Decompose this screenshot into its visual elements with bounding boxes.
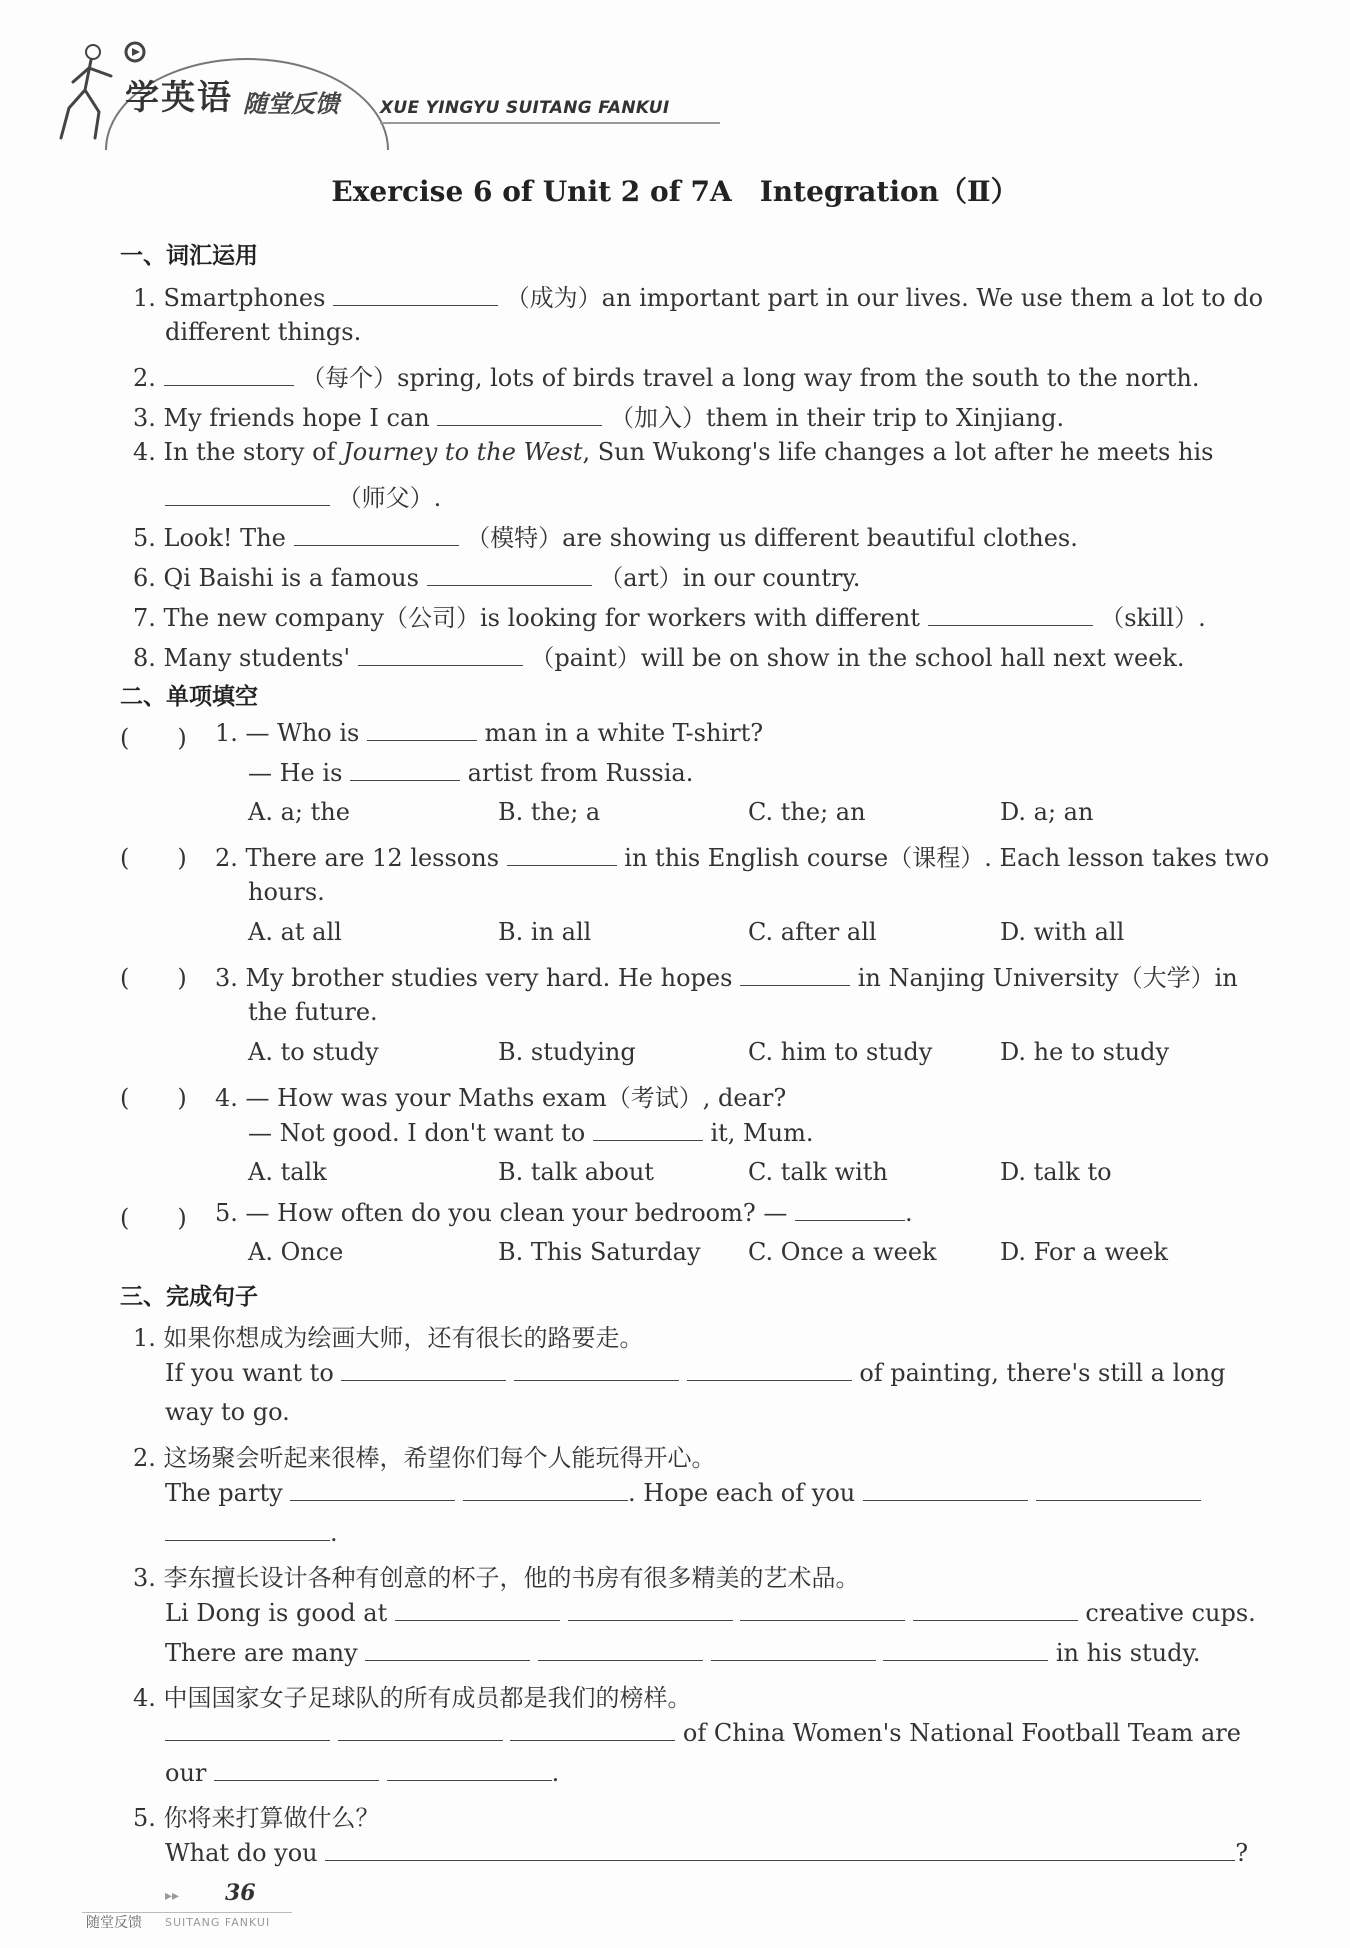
answer-blank[interactable]	[365, 1638, 530, 1661]
s3-q3-chinese: 3. 李东擅长设计各种有创意的杯子，他的书房有很多精美的艺术品。	[133, 1564, 860, 1592]
answer-blank[interactable]	[463, 1478, 628, 1501]
option-c[interactable]: C. after all	[748, 918, 877, 946]
answer-blank[interactable]	[514, 1358, 679, 1381]
option-c[interactable]: C. him to study	[748, 1038, 933, 1066]
s1-q6: 6. Qi Baishi is a famous （art）in our country.	[133, 564, 861, 592]
s3-q1-cont: way to go.	[165, 1398, 290, 1426]
s1-q1: 1. Smartphones （成为）an important part in our lives. We use them a lot to do	[133, 284, 1264, 312]
s3-q2-chinese: 2. 这场聚会听起来很棒，希望你们每个人能玩得开心。	[133, 1444, 716, 1472]
s2-q5: 5. — How often do you clean your bedroom? — .	[215, 1199, 913, 1227]
option-d[interactable]: D. with all	[1000, 918, 1125, 946]
answer-blank[interactable]	[593, 1118, 703, 1141]
s3-q2: The party . Hope each of you	[165, 1478, 1201, 1507]
option-a[interactable]: A. at all	[248, 918, 342, 946]
answer-blank[interactable]	[510, 1718, 675, 1741]
logo-chinese: 学英语	[125, 78, 233, 118]
s2-q2: 2. There are 12 lessons in this English course（课程）. Each lesson takes two	[215, 844, 1270, 872]
logo-pinyin: XUE YINGYU SUITANG FANKUI	[380, 98, 670, 118]
answer-parentheses[interactable]: ( )	[120, 844, 187, 872]
footer-arrow-icon: ▸▸	[165, 1888, 180, 1904]
s3-q3-second: There are many in his study.	[165, 1639, 1201, 1667]
s3-q4-cont: our .	[165, 1759, 560, 1787]
section-3-heading: 三、完成句子	[120, 1284, 258, 1310]
option-b[interactable]: B. This Saturday	[498, 1238, 701, 1266]
header-logo	[55, 38, 695, 148]
answer-blank[interactable]	[367, 718, 477, 741]
s1-q2: 2. （每个）spring, lots of birds travel a long way from the south to the north.	[133, 364, 1200, 392]
s2-q1-reply: — He is artist from Russia.	[248, 759, 694, 787]
answer-blank[interactable]	[928, 603, 1093, 626]
answer-blank[interactable]	[437, 403, 602, 426]
answer-blank[interactable]	[165, 1518, 330, 1541]
answer-blank[interactable]	[395, 1598, 560, 1621]
answer-parentheses[interactable]: ( )	[120, 1084, 187, 1112]
s3-q1-chinese: 1. 如果你想成为绘画大师，还有很长的路要走。	[133, 1324, 644, 1352]
page-title: Exercise 6 of Unit 2 of 7A Integration（Ⅱ）	[331, 175, 1019, 208]
s3-q4: of China Women's National Football Team are	[165, 1718, 1241, 1747]
answer-blank[interactable]	[358, 643, 523, 666]
option-b[interactable]: B. the; a	[498, 798, 601, 826]
s2-q1: 1. — Who is man in a white T-shirt?	[215, 719, 764, 747]
answer-blank[interactable]	[294, 523, 459, 546]
answer-blank[interactable]	[333, 283, 498, 306]
answer-blank[interactable]	[350, 758, 460, 781]
option-b[interactable]: B. talk about	[498, 1158, 654, 1186]
s3-q2-cont: .	[165, 1518, 338, 1547]
s1-q7: 7. The new company（公司）is looking for workers with different （skill）.	[133, 604, 1206, 632]
s3-q5: What do you ?	[165, 1839, 1249, 1867]
s1-q1-cont: different things.	[165, 318, 362, 346]
answer-blank[interactable]	[341, 1358, 506, 1381]
answer-blank[interactable]	[913, 1598, 1078, 1621]
answer-parentheses[interactable]: ( )	[120, 1204, 187, 1232]
answer-blank[interactable]	[740, 1598, 905, 1621]
logo-chinese-sub: 随堂反馈	[243, 90, 339, 118]
footer-label-chinese: 随堂反馈	[86, 1915, 142, 1931]
option-a[interactable]: A. Once	[248, 1238, 344, 1266]
footer-label-pinyin: SUITANG FANKUI	[165, 1916, 271, 1929]
answer-blank[interactable]	[795, 1198, 905, 1221]
answer-parentheses[interactable]: ( )	[120, 964, 187, 992]
option-a[interactable]: A. talk	[248, 1158, 327, 1186]
answer-blank[interactable]	[538, 1638, 703, 1661]
answer-parentheses[interactable]: ( )	[120, 724, 187, 752]
s3-q1: If you want to of painting, there's still a long	[165, 1359, 1226, 1387]
answer-blank[interactable]	[568, 1598, 733, 1621]
option-c[interactable]: C. talk with	[748, 1158, 888, 1186]
page-number: 36	[225, 1880, 256, 1906]
answer-blank[interactable]	[883, 1638, 1048, 1661]
option-c[interactable]: C. Once a week	[748, 1238, 937, 1266]
answer-blank[interactable]	[687, 1358, 852, 1381]
s1-q8: 8. Many students' （paint）will be on show in the school hall next week.	[133, 644, 1185, 672]
s3-q4-chinese: 4. 中国国家女子足球队的所有成员都是我们的榜样。	[133, 1684, 692, 1712]
option-a[interactable]: A. to study	[248, 1038, 379, 1066]
answer-blank[interactable]	[427, 563, 592, 586]
option-b[interactable]: B. studying	[498, 1038, 636, 1066]
answer-blank[interactable]	[165, 483, 330, 506]
s1-q3: 3. My friends hope I can （加入）them in their trip to Xinjiang.	[133, 404, 1065, 432]
answer-blank[interactable]	[711, 1638, 876, 1661]
answer-blank[interactable]	[290, 1478, 455, 1501]
answer-blank[interactable]	[164, 363, 294, 386]
section-2-heading: 二、单项填空	[120, 684, 258, 710]
s3-q3: Li Dong is good at creative cups.	[165, 1599, 1256, 1627]
option-c[interactable]: C. the; an	[748, 798, 866, 826]
option-d[interactable]: D. talk to	[1000, 1158, 1112, 1186]
s2-q4-reply: — Not good. I don't want to it, Mum.	[248, 1119, 814, 1147]
answer-blank[interactable]	[387, 1758, 552, 1781]
s3-q5-chinese: 5. 你将来打算做什么？	[133, 1804, 380, 1832]
s1-q5: 5. Look! The （模特）are showing us different beautiful clothes.	[133, 524, 1078, 552]
s2-q4: 4. — How was your Maths exam（考试）, dear?	[215, 1084, 787, 1112]
option-b[interactable]: B. in all	[498, 918, 592, 946]
logo-underline	[380, 122, 720, 124]
answer-blank[interactable]	[214, 1758, 379, 1781]
option-a[interactable]: A. a; the	[248, 798, 350, 826]
option-d[interactable]: D. he to study	[1000, 1038, 1169, 1066]
answer-blank[interactable]	[863, 1478, 1028, 1501]
s2-q3-cont: the future.	[248, 998, 378, 1026]
section-1-heading: 一、词汇运用	[120, 243, 258, 269]
s2-q3: 3. My brother studies very hard. He hopes in Nanjing University（大学）in	[215, 964, 1238, 992]
option-d[interactable]: D. For a week	[1000, 1238, 1168, 1266]
answer-blank[interactable]	[338, 1718, 503, 1741]
answer-blank[interactable]	[325, 1838, 1235, 1861]
answer-blank[interactable]	[1036, 1478, 1201, 1501]
answer-blank[interactable]	[507, 843, 617, 866]
answer-blank[interactable]	[165, 1718, 330, 1741]
s1-q4-cont: （师父）.	[165, 478, 441, 513]
answer-blank[interactable]	[740, 963, 850, 986]
option-d[interactable]: D. a; an	[1000, 798, 1094, 826]
s1-q4: 4. In the story of Journey to the West, Sun Wukong's life changes a lot after he meets his	[133, 438, 1214, 466]
s2-q2-cont: hours.	[248, 878, 325, 906]
